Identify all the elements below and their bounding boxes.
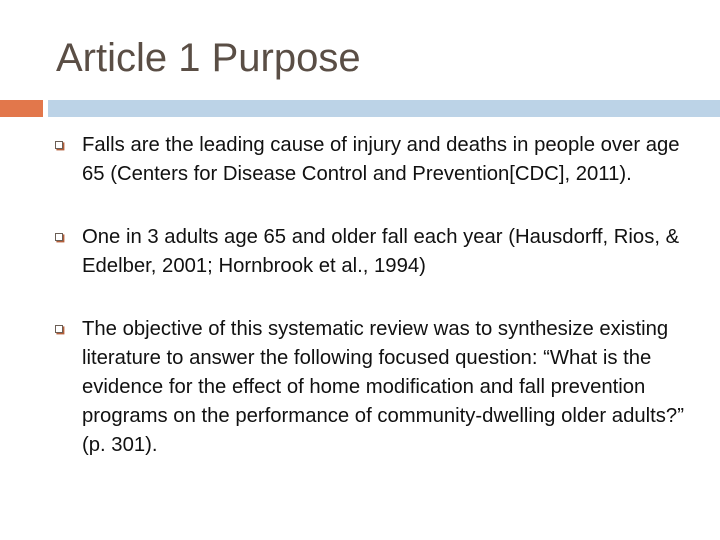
bullet-item bbox=[0, 315, 720, 460]
hollow-square-bullet-icon bbox=[55, 233, 63, 241]
bullet-text: Falls are the leading cause of injury and deaths in people over age 65 (Centers for Disease Control and Prevention[CDC], 2011). bbox=[82, 134, 680, 185]
title-accent-bar bbox=[0, 100, 43, 117]
bullet-list bbox=[0, 131, 720, 494]
hollow-square-bullet-icon bbox=[55, 325, 63, 333]
slide-title: Article 1 Purpose bbox=[56, 36, 361, 80]
hollow-square-bullet-icon bbox=[55, 141, 63, 149]
bullet-text: One in 3 adults age 65 and older fall each year (Hausdorff, Rios, & Edelber, 2001; Hornbrook et al., 1994) bbox=[82, 226, 680, 277]
bullet-item bbox=[0, 223, 720, 281]
bullet-item bbox=[0, 131, 720, 189]
title-rule-bar bbox=[48, 100, 720, 117]
bullet-text: The objective of this systematic review was to synthesize existing literature to answer the following focused question: “What is the evidence for the effect of home modification and fall prevention programs on the performance of community-dwelling older adults?” (p. 301). bbox=[82, 318, 684, 456]
